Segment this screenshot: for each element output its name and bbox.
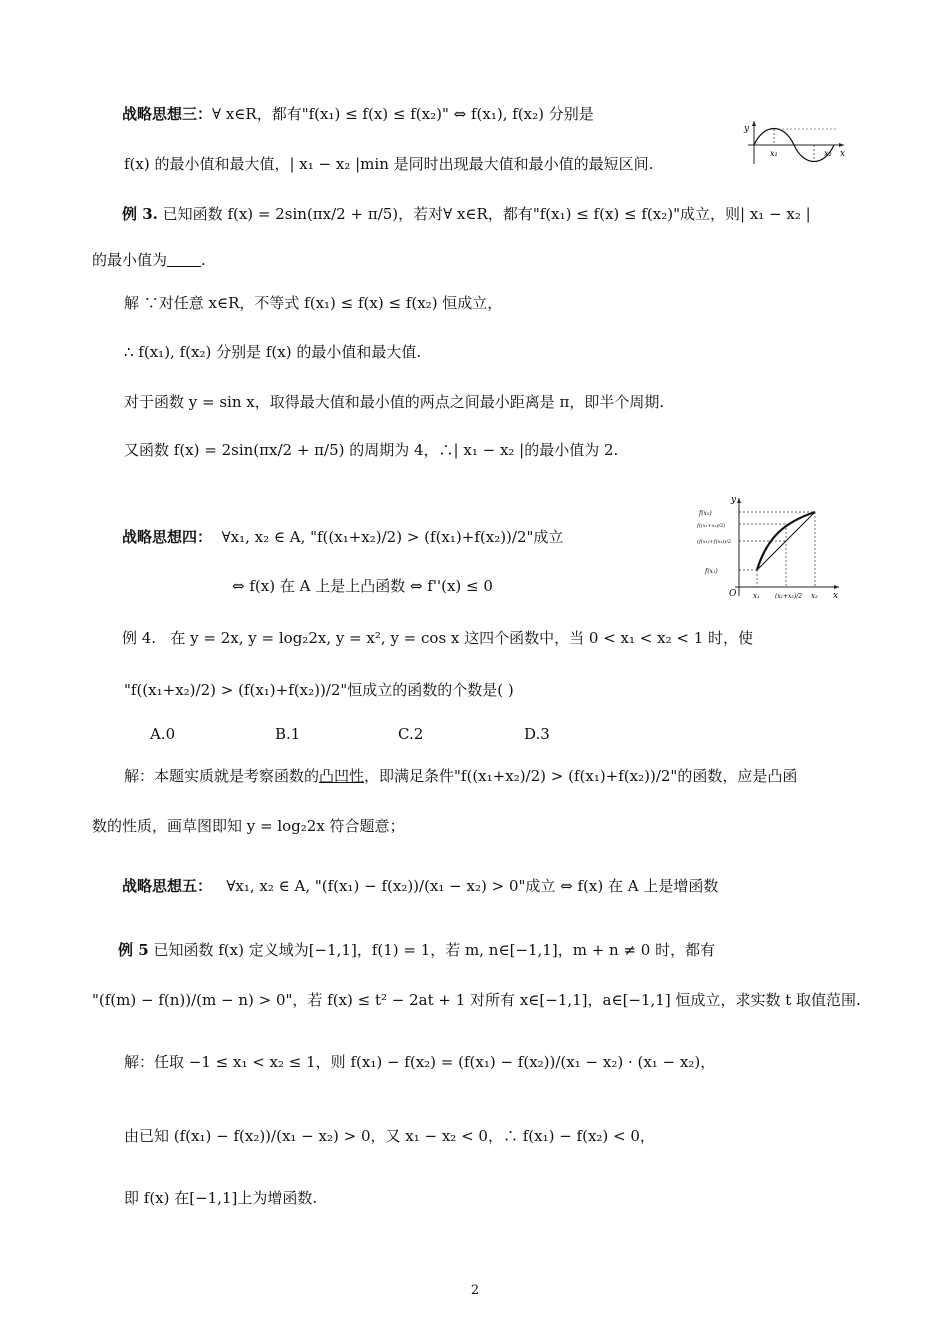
strategy-5-heading: 战略思想五： <box>122 877 213 895</box>
example-3-solution-2: ∴ f(x₁), f(x₂) 分别是 f(x) 的最小值和最大值. <box>124 343 422 361</box>
option-c[interactable]: C.2 <box>398 725 424 743</box>
example-5-solution-3: 即 f(x) 在[−1,1]上为增函数. <box>124 1189 318 1207</box>
option-b[interactable]: B.1 <box>275 725 301 743</box>
fig2-fmid-label: f((x₁+x₂)/2) <box>697 523 726 529</box>
fig1-y-label: y <box>744 124 750 134</box>
example-4-line-2: "f((x₁+x₂)/2) > (f(x₁)+f(x₂))/2"恒成立的函数的个数是( ) <box>124 681 514 699</box>
fig2-favg-label: (f(x₁)+f(x₂))/2 <box>697 539 732 545</box>
fig1-x1-label: x₁ <box>770 149 778 158</box>
example-3-solution-1: 解 ∵对任意 x∈R，不等式 f(x₁) ≤ f(x) ≤ f(x₂) 恒成立， <box>124 294 503 312</box>
example-5-solution-2: 由已知 (f(x₁) − f(x₂))/(x₁ − x₂) > 0，又 x₁ − x₂ < 0，∴ f(x₁) − f(x₂) < 0， <box>124 1127 655 1145</box>
fig1-x-label: x <box>840 149 846 159</box>
option-a[interactable]: A.0 <box>150 725 176 743</box>
fig1-x2-label: x₂ <box>824 149 832 158</box>
example-4-solution-2: 数的性质，画草图即知 y = log₂2x 符合题意； <box>92 817 405 835</box>
example-3-line-2: 的最小值为 . <box>92 251 206 269</box>
strategy-3-line-2: f(x) 的最小值和最大值，| x₁ − x₂ |min 是同时出现最大值和最小值的最短区间. <box>124 155 654 173</box>
example-3-line-1: 例 3. 已知函数 f(x) = 2sin(πx/2 + π/5)，若对∀ x∈R，都有"f(x₁) ≤ f(x) ≤ f(x₂)"成立，则| x₁ − x₂ | <box>122 205 811 223</box>
example-3-solution-4: 又函数 f(x) = 2sin(πx/2 + π/5) 的周期为 4，∴| x₁ − x₂ |的最小值为 2. <box>124 441 619 459</box>
strategy-3-line-1: 战略思想三：∀ x∈R，都有"f(x₁) ≤ f(x) ≤ f(x₂)" ⇔ f(x₁), f(x₂) 分别是 <box>122 105 594 123</box>
example-5-line-1: 例 5 已知函数 f(x) 定义域为[−1,1]，f(1) = 1，若 m, n∈[−1,1]，m + n ≠ 0 时，都有 <box>118 941 716 959</box>
example-4-line-1: 例 4. 在 y = 2x, y = log₂2x, y = x², y = cos x 这四个函数中，当 0 < x₁ < x₂ < 1 时，使 <box>122 629 754 647</box>
strategy-3-heading: 战略思想三： <box>122 105 213 123</box>
option-d[interactable]: D.3 <box>524 725 550 743</box>
strategy-4-heading: 战略思想四： <box>122 528 213 546</box>
example-3-heading: 例 3. <box>122 205 158 223</box>
example-5-heading: 例 5 <box>118 941 149 959</box>
fig2-y-label: y <box>731 495 737 505</box>
example-5-solution-1: 解：任取 −1 ≤ x₁ < x₂ ≤ 1，则 f(x₁) − f(x₂) = (f(x₁) − f(x₂))/(x₁ − x₂) · (x₁ − x₂)， <box>124 1053 716 1071</box>
convex-function-figure <box>695 492 845 602</box>
fig2-x1-label: x₁ <box>753 592 760 600</box>
answer-blank <box>167 252 201 267</box>
example-5-line-2: "(f(m) − f(n))/(m − n) > 0"，若 f(x) ≤ t² − 2at + 1 对所有 x∈[−1,1]，a∈[−1,1] 恒成立，求实数 t 取值范围. <box>92 991 861 1009</box>
example-4-heading: 例 4. <box>122 629 157 647</box>
example-4-solution-1: 解：本题实质就是考察函数的凸凹性，即满足条件"f((x₁+x₂)/2) > (f(x₁)+f(x₂))/2"的函数，应是凸函 <box>124 767 798 785</box>
strategy-5-line: 战略思想五： ∀x₁, x₂ ∈ A, "(f(x₁) − f(x₂))/(x₁ − x₂) > 0"成立 ⇔ f(x) 在 A 上是增函数 <box>122 877 719 895</box>
fig2-xmid-label: (x₁+x₂)/2 <box>775 593 803 600</box>
page-number: 2 <box>470 1283 480 1298</box>
fig2-x2-label: x₂ <box>811 592 818 600</box>
sine-curve-figure <box>740 118 850 168</box>
concavity-term: 凸凹性 <box>319 767 365 785</box>
fig2-fx1-label: f(x₁) <box>705 568 718 575</box>
fig2-fx2-label: f(x₂) <box>699 510 712 517</box>
example-3-solution-3: 对于函数 y = sin x，取得最大值和最小值的两点之间最小距离是 π，即半个周期. <box>124 393 665 411</box>
strategy-4-line-1: 战略思想四： ∀x₁, x₂ ∈ A, "f((x₁+x₂)/2) > (f(x₁)+f(x₂))/2"成立 <box>122 528 564 546</box>
fig2-x-label: x <box>833 591 839 601</box>
fig2-origin-label: O <box>729 589 737 599</box>
strategy-4-line-2: ⇔ f(x) 在 A 上是上凸函数 ⇔ f''(x) ≤ 0 <box>232 577 493 595</box>
